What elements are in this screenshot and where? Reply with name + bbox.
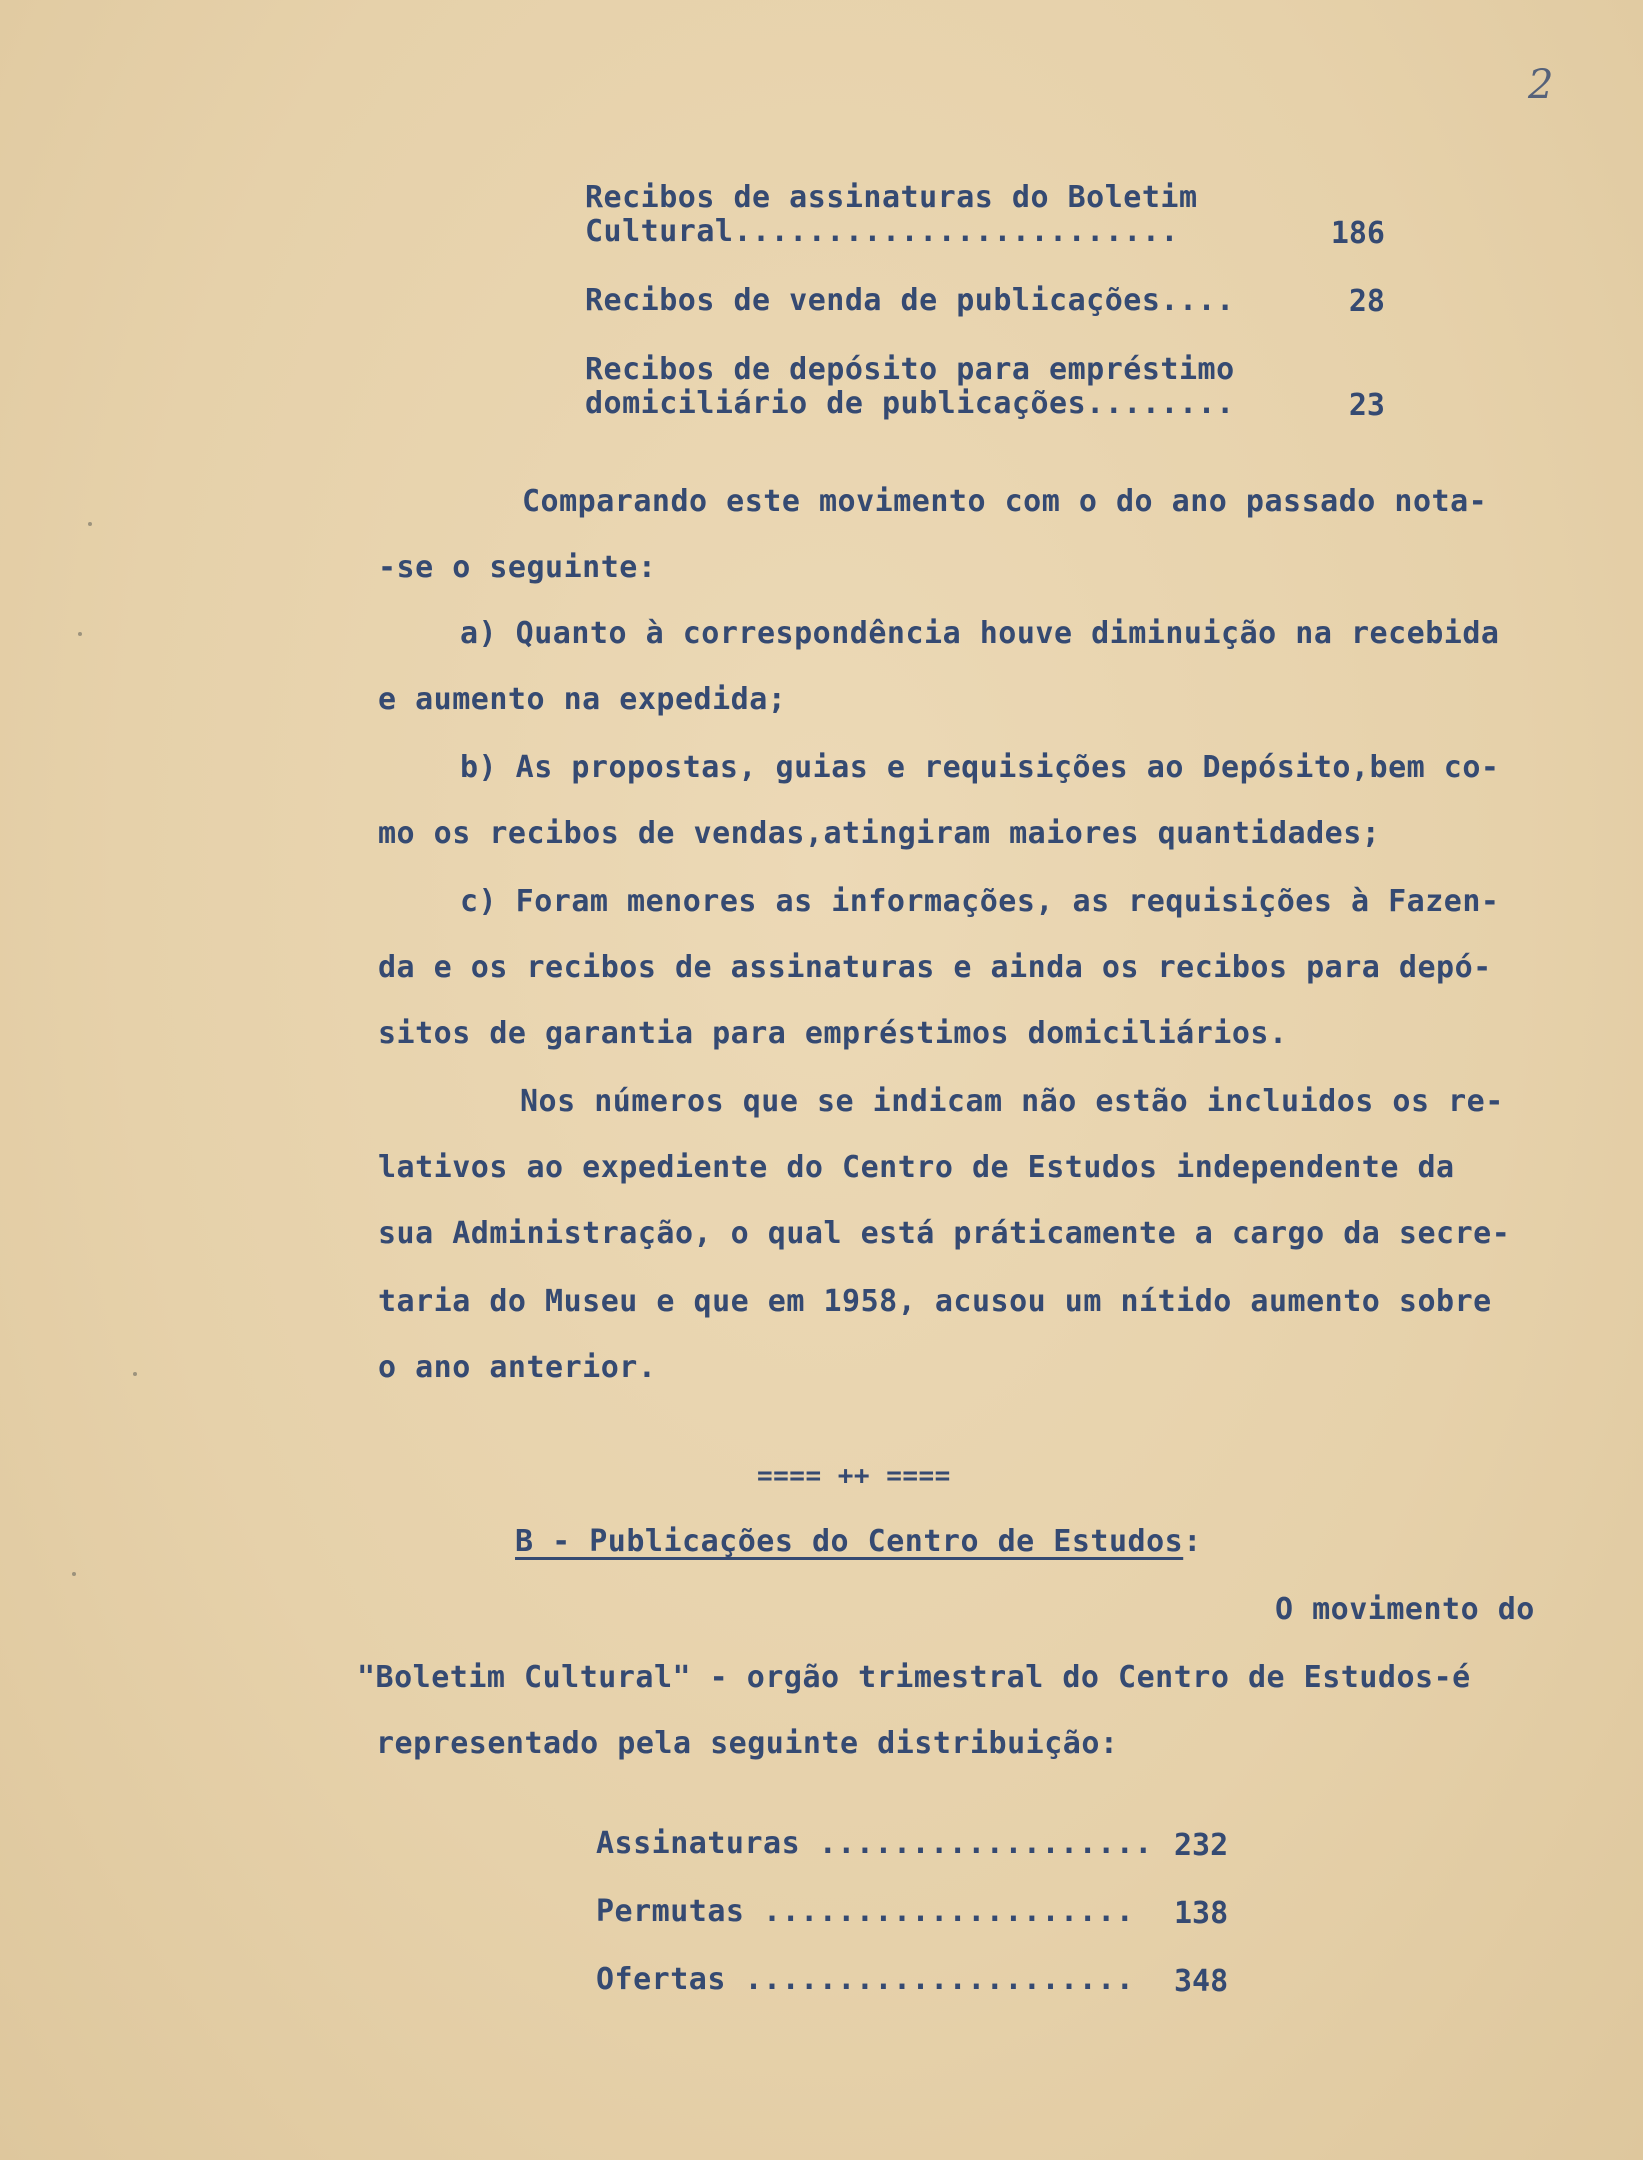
paragraph-line-9: sitos de garantia para empréstimos domiciliários.	[378, 1016, 1288, 1051]
distribution-permutas-value: 138	[1174, 1896, 1229, 1931]
paragraph-line-1: Comparando este movimento com o do ano passado nota-	[522, 484, 1488, 519]
paragraph-line-13: taria do Museu e que em 1958, acusou um nítido aumento sobre	[378, 1284, 1492, 1319]
receipt-2-line-1: Recibos de venda de publicações....	[585, 283, 1235, 318]
paragraph-line-6: mo os recibos de vendas,atingiram maiores quantidades;	[378, 816, 1381, 851]
receipt-3-line-2: domiciliário de publicações........	[585, 386, 1235, 421]
paper-speck	[78, 632, 82, 636]
receipt-3-line-1: Recibos de depósito para empréstimo	[585, 352, 1235, 387]
paper-speck	[88, 522, 92, 526]
paragraph-line-12: sua Administração, o qual está práticamente a cargo da secre-	[378, 1216, 1511, 1251]
boletim-line-1: O movimento do	[1275, 1592, 1535, 1627]
section-title-text: B - Publicações do Centro de Estudos	[515, 1524, 1184, 1559]
paper-speck	[133, 1372, 137, 1376]
section-title	[515, 1524, 1202, 1560]
boletim-line-2: "Boletim Cultural" - orgão trimestral do Centro de Estudos-é	[357, 1660, 1471, 1695]
paragraph-line-11: lativos ao expediente do Centro de Estudos independente da	[378, 1150, 1455, 1185]
receipt-1-line-1: Recibos de assinaturas do Boletim	[585, 180, 1198, 215]
paragraph-line-14: o ano anterior.	[378, 1350, 657, 1385]
paper-speck	[72, 1572, 76, 1576]
receipt-1-value: 186	[1330, 216, 1385, 251]
distribution-assinaturas-label: Assinaturas ..................	[596, 1826, 1153, 1861]
paragraph-line-8: da e os recibos de assinaturas e ainda os recibos para depó-	[378, 950, 1492, 985]
section-title-colon: :	[1183, 1524, 1202, 1559]
receipt-1-line-2: Cultural........................	[585, 214, 1179, 249]
boletim-line-3: representado pela seguinte distribuição:	[376, 1726, 1119, 1761]
distribution-assinaturas-value: 232	[1174, 1828, 1229, 1863]
page-number: 2	[1528, 62, 1554, 108]
paragraph-line-7: c) Foram menores as informações, as requisições à Fazen-	[460, 884, 1500, 919]
paragraph-line-5: b) As propostas, guias e requisições ao Depósito,bem co-	[460, 750, 1500, 785]
distribution-ofertas-value: 348	[1174, 1964, 1229, 1999]
paragraph-line-2: -se o seguinte:	[378, 550, 657, 585]
paragraph-line-3: a) Quanto à correspondência houve diminuição na recebida	[460, 616, 1500, 651]
paragraph-line-4: e aumento na expedida;	[378, 682, 787, 717]
distribution-ofertas-label: Ofertas .....................	[596, 1962, 1135, 1997]
separator: ==== ++ ====	[757, 1461, 951, 1491]
distribution-permutas-label: Permutas ....................	[596, 1894, 1135, 1929]
paragraph-line-10: Nos números que se indicam não estão incluidos os re-	[520, 1084, 1504, 1119]
receipt-2-value: 28	[1348, 284, 1385, 319]
receipt-3-value: 23	[1348, 388, 1385, 423]
